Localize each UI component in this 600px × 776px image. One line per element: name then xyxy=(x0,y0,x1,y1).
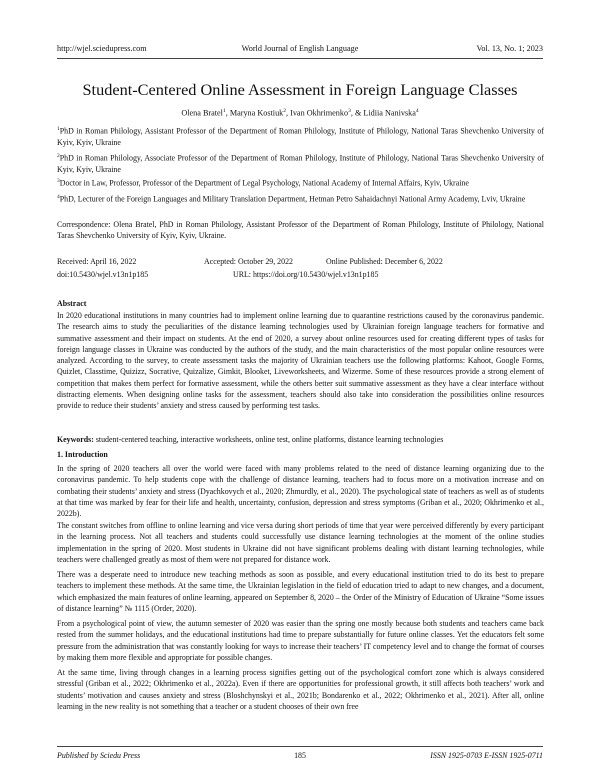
page-number: 185 xyxy=(294,751,306,760)
received-date: Received: April 16, 2022 xyxy=(57,257,137,266)
correspondence: Correspondence: Olena Bratel, PhD in Roman Philology, Assistant Professor of the Department of Roman Philology, Institute of Philology, National Taras Shevchenko University of Kyiv, Kyiv, Ukraine. xyxy=(57,220,544,241)
author-separator: , xyxy=(225,108,230,118)
affiliation xyxy=(57,124,544,148)
author-separator: , xyxy=(286,108,291,118)
section-heading: 1. Introduction xyxy=(57,450,108,459)
author-separator: , & xyxy=(350,108,364,118)
author-name: Maryna Kostiuk xyxy=(229,108,284,118)
doi[interactable]: doi:10.5430/wjel.v13n1p185 xyxy=(57,270,149,280)
doi-url[interactable]: URL: https://doi.org/10.5430/wjel.v13n1p185 xyxy=(233,270,379,280)
abstract-text: In 2020 educational institutions in many countries had to implement online learning due to quarantine restrictions caused by the coronavirus pandemic. The research aims to study the peculiarities of the distance learning technologies used by Ukrainian foreign language teachers for formative and summative assessment and their impact on students. At the end of 2020, a survey about online resources used for creating different types of tasks for foreign language classes in Ukraine was conducted by the authors of the study, and the main characteristics of the most popular online resources were analyzed. According to the survey, to create assessment tasks the majority of Ukrainian teachers use the following platforms: Kahoot, Google Forms, Quizlet, Classtime, Quizizz, Socrative, Quizalize, Gimkit, Blooket, Liveworksheets, and Wizerme. Some of these resources provide a strong element of competition that makes them perfect for formative assessment, while the others better suit summative assessment as they have a clear interface without distracting elements. When designing online tasks for the assessment, teachers should also take into consideration the possibilities online resources provide to reduce their students’ anxiety and stress caused by performing test tasks. xyxy=(57,311,544,411)
author-list xyxy=(40,108,560,118)
publication-dates xyxy=(57,256,544,281)
published-date: Online Published: December 6, 2022 xyxy=(326,257,443,266)
author-name: Ivan Okhrimenko xyxy=(290,108,349,118)
body-paragraph: In the spring of 2020 teachers all over the world were faced with many problems related to the need of distance learning organizing due to the coronavirus pandemic. To help students cope with the challenge of distance learning, teachers had to focus more on a motivation increase and on combating their students’ anxiety and stress (Dyachkovych et al., 2020; Zhmurdly, et al., 2020). The psychological state of teachers as well as of students at that time was marked by fear for their life and health, uncertainty, confusion, depression and stress symptoms (Griban et al., 2020; Okhrimenko et al., 2022b). xyxy=(57,464,544,519)
affiliation-sup: 4 xyxy=(57,194,60,200)
abstract-heading: Abstract xyxy=(57,299,87,308)
publisher: Published by Sciedu Press xyxy=(57,751,141,760)
author-name: Lidiia Nanivska xyxy=(363,108,416,118)
page-footer xyxy=(57,746,543,762)
affiliation xyxy=(57,192,544,205)
author-sup: 1 xyxy=(222,108,226,114)
author-name: Olena Bratel xyxy=(181,108,223,118)
affiliation-text: Doctor in Law, Professor, Professor of the Department of Legal Psychology, National Academy of Internal Affairs, Kyiv, Ukraine xyxy=(59,178,469,188)
running-header xyxy=(57,44,543,59)
keywords xyxy=(57,434,544,445)
paper-title: Student-Centered Online Assessment in Foreign Language Classes xyxy=(82,80,518,99)
author-sup: 3 xyxy=(348,108,351,114)
body-paragraph: The constant switches from offline to online learning and vice versa during short periods of time that year were perceived differently by every participant in the learning process. Not all teachers and students could successfully use distance learning technologies at the moment of the online studies implementation in the spring of 2020. Most students in Ukraine did not have significant problems dealing with distant learning technologies, while teachers were challenged greatly as most of them were not prepared for distance work. xyxy=(57,521,544,564)
volume-info: Vol. 13, No. 1; 2023 xyxy=(476,44,543,53)
affiliation-text: PhD, Lecturer of the Foreign Languages and Military Translation Department, Hetman Petro Sahaidachnyi National Army Academy, Lviv, Ukraine xyxy=(59,194,526,204)
affiliation xyxy=(57,176,544,189)
affiliation-sup: 3 xyxy=(57,178,60,184)
journal-url[interactable]: http://wjel.sciedupress.com xyxy=(57,44,147,53)
journal-name: World Journal of English Language xyxy=(241,44,359,53)
affiliation-sup: 1 xyxy=(57,126,60,132)
author-sup: 2 xyxy=(283,108,287,114)
issn: ISSN 1925-0703 E-ISSN 1925-0711 xyxy=(430,751,543,760)
affiliation-text: PhD in Roman Philology, Assistant Professor of the Department of Roman Philology, Institute of Philology, National Taras Shevchenko University of Kyiv, Kyiv, Ukraine xyxy=(57,126,544,147)
body-paragraph: At the same time, living through changes in a learning process signifies getting out of the psychological comfort zone which is always considered stressful (Griban et al., 2022; Okhrimenko et al., 2022a). Even if there are opportunities for professional growth, it still affects both teachers’ work and students’ motivation and causes anxiety and stress (Bloshchynskyi et al., 2021b; Bondarenko et al., 2022; Okhrimenko et al., 2021). After all, online learning in the new reality is not something that a teacher or a student chooses of their own free xyxy=(57,668,544,711)
body-paragraph: From a psychological point of view, the autumn semester of 2020 was easier than the spring one mostly because both students and teachers came back rested from the summer holidays, and the educational institutions had time to prepare substantially for future online classes. Yet the educators felt some pressure from the administration that was constantly looking for ways to increase their teachers’ IT competency level and to change the format of courses by making them more flexible and appropriate for possible changes. xyxy=(57,619,544,662)
accepted-date: Accepted: October 29, 2022 xyxy=(204,257,293,266)
affiliation xyxy=(57,151,544,175)
affiliation-sup: 2 xyxy=(57,153,60,159)
author-sup: 4 xyxy=(415,108,419,114)
keywords-label: Keywords: xyxy=(57,435,94,444)
keywords-text: student-centered teaching, interactive worksheets, online test, online platforms, distance learning technologies xyxy=(95,435,444,444)
body-paragraph: There was a desperate need to introduce new teaching methods as soon as possible, and every educational institution tried to do its best to prepare teachers to implement these methods. At the same time, the Ukrainian legislation in the field of education tried to adapt to new changes, and a document, which emphasized the main features of online learning, appeared on September 8, 2020 – the Order of the Ministry of Education of Ukraine “Some issues of distance learning” № 1115 (Order, 2020). xyxy=(57,570,544,613)
affiliation-text: PhD in Roman Philology, Associate Professor of the Department of Roman Philology, Institute of Philology, National Taras Shevchenko University of Kyiv, Kyiv, Ukraine xyxy=(57,153,544,174)
